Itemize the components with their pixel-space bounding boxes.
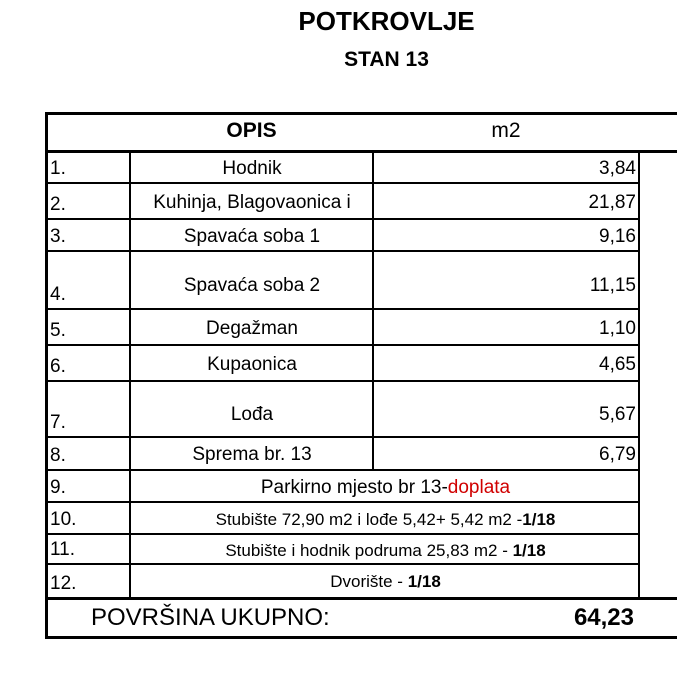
row-number: 7. — [50, 412, 66, 433]
row-number: 4. — [50, 284, 66, 305]
row-area: 6,79 — [599, 444, 636, 465]
row-description — [131, 510, 640, 530]
header-opis: OPIS — [226, 119, 277, 142]
row-number: 8. — [50, 445, 66, 466]
row-area: 21,87 — [588, 192, 636, 213]
basement-text: Stubište i hodnik podruma 25,83 m2 - — [225, 541, 513, 560]
table-row — [47, 153, 640, 184]
row-description: Kupaonica — [207, 354, 297, 375]
total-divider — [45, 597, 677, 600]
table-row — [47, 346, 640, 382]
row-number: 11. — [50, 539, 76, 560]
row-area: 4,65 — [599, 354, 636, 375]
row-description — [131, 477, 640, 499]
page-subtitle: STAN 13 — [344, 48, 429, 71]
table-row — [47, 471, 640, 503]
table-grid — [47, 153, 640, 597]
row-number: 6. — [50, 356, 66, 377]
stairwell-text: Stubište 72,90 m2 i lođe 5,42+ 5,42 m2 - — [215, 510, 523, 529]
row-description — [131, 541, 640, 561]
share-fraction: 1/18 — [522, 510, 556, 529]
row-description: Hodnik — [222, 158, 282, 179]
parking-text: Parkirno mjesto br 13- — [260, 477, 448, 498]
row-description: Degažman — [206, 318, 298, 339]
total-label: POVRŠINA UKUPNO: — [91, 604, 330, 631]
table-row — [47, 184, 640, 220]
row-number: 12. — [50, 573, 77, 594]
table-row — [47, 382, 640, 438]
table-row — [47, 310, 640, 346]
row-area: 9,16 — [599, 226, 636, 247]
row-description: Kuhinja, Blagovaonica i — [153, 192, 351, 213]
row-description: Spavaća soba 1 — [183, 226, 321, 247]
row-area: 5,67 — [599, 404, 636, 425]
table-row — [47, 565, 640, 597]
share-fraction: 1/18 — [512, 541, 546, 560]
row-number: 9. — [50, 477, 66, 498]
table-row — [47, 438, 640, 471]
row-number: 2. — [50, 194, 66, 215]
table-row — [47, 252, 640, 310]
row-number: 5. — [50, 320, 66, 341]
row-number: 3. — [50, 226, 66, 247]
page-title: POTKROVLJE — [298, 6, 475, 36]
surcharge-note: doplata — [447, 477, 511, 498]
header-m2: m2 — [491, 119, 521, 142]
table-row — [47, 220, 640, 252]
total-value: 64,23 — [573, 604, 634, 631]
share-fraction: 1/18 — [407, 572, 441, 591]
row-number: 1. — [50, 158, 66, 179]
row-number: 10. — [50, 509, 77, 530]
row-description — [131, 572, 640, 592]
row-description: Lođa — [230, 404, 274, 425]
row-description: Sprema br. 13 — [192, 444, 312, 465]
table-row — [47, 535, 640, 565]
table-row — [47, 503, 640, 535]
row-area: 1,10 — [599, 318, 636, 339]
yard-text: Dvorište - — [330, 572, 408, 591]
row-description: Spavaća soba 2 — [183, 275, 321, 296]
row-area: 3,84 — [599, 158, 636, 179]
row-area: 11,15 — [589, 275, 636, 296]
